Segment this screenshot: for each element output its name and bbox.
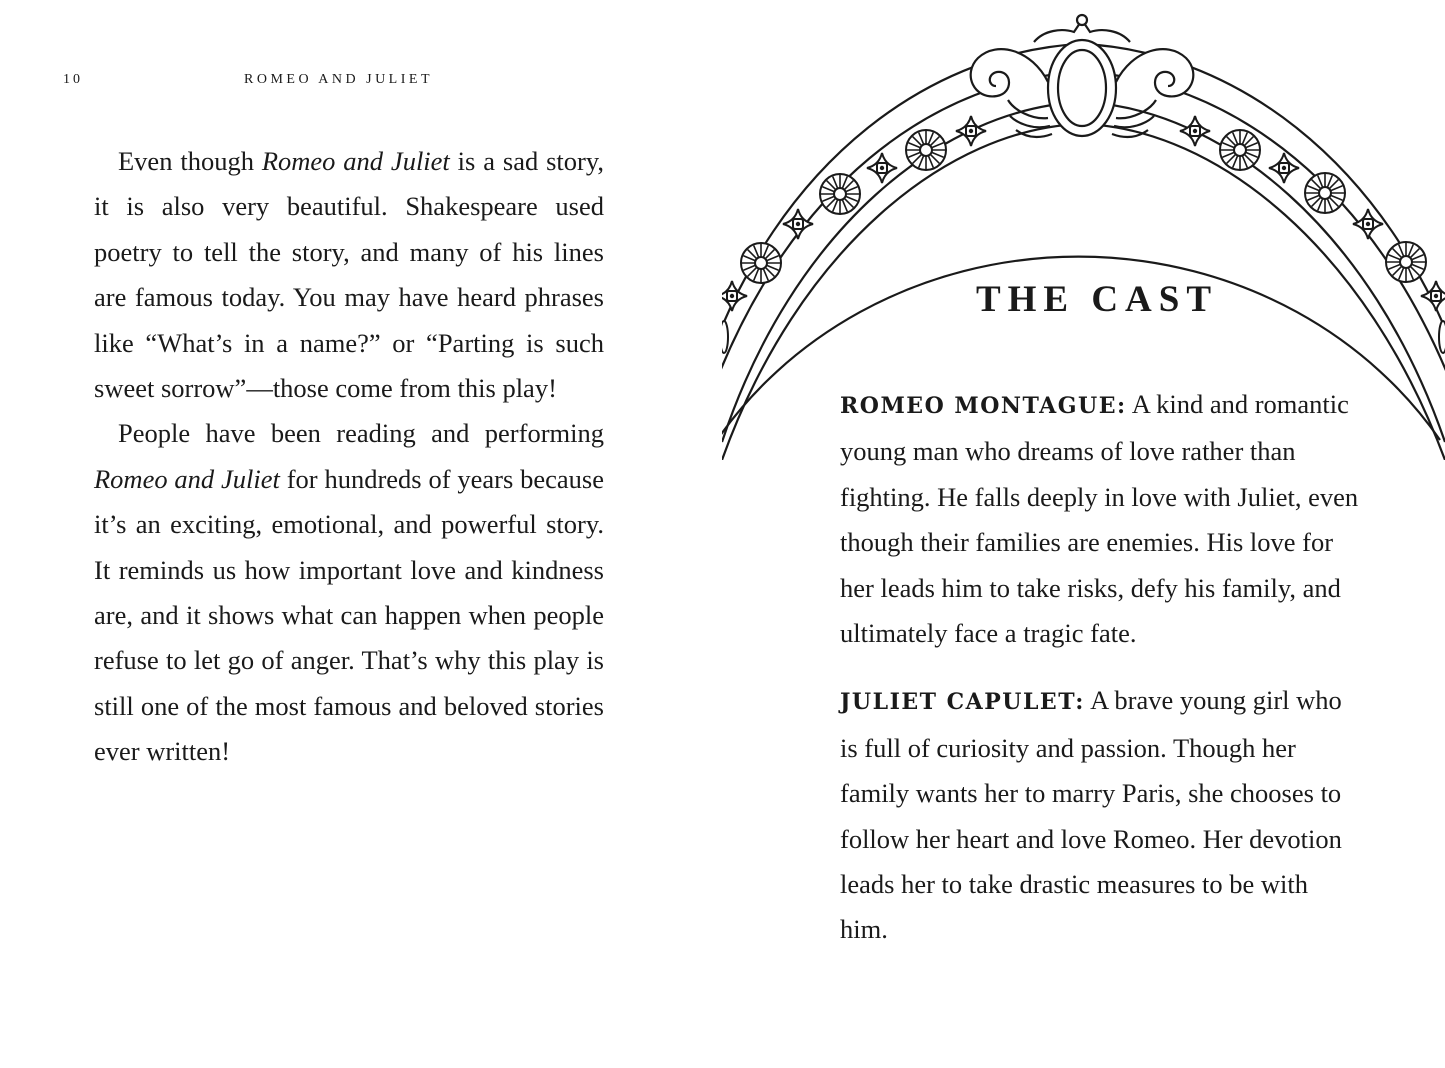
rosettes-left bbox=[741, 130, 946, 283]
cast-description: A kind and romantic young man who dreams of love rather than fighting. He falls deeply in love with Juliet, even though their families are enemies. His love for her leads him to take risks, defy his family, and ultimately face a tragic fate. bbox=[840, 389, 1359, 649]
play-title-italic: Romeo and Juliet bbox=[94, 463, 280, 494]
paragraph-text: is a sad story, it is also very beautiful. Shakespeare used poetry to tell the story, and many of his lines are famous today. You may have heard phrases like “What’s in a name?” or “Parting is such sweet sorrow”—those come from this play! bbox=[94, 146, 604, 404]
paragraph-text: for hundreds of years because it’s an exciting, emotional, and powerful story. It reminds us how important love and kindness are, and it shows what can happen when people refuse to let go of anger. That’s why this play is still one of the most famous and beloved stories ever written! bbox=[94, 463, 604, 767]
cast-entry-romeo bbox=[840, 382, 1360, 656]
cast-name: ROMEO MONTAGUE: bbox=[840, 393, 1127, 419]
paragraph-1 bbox=[94, 139, 604, 411]
right-page bbox=[722, 0, 1445, 1068]
cast-description: A brave young girl who is full of curiosity and passion. Though her family wants her to marry Paris, she chooses to follow her heart and love Romeo. Her devotion leads her to take drastic measures to be with him. bbox=[840, 685, 1342, 945]
crest-ornament bbox=[971, 15, 1194, 137]
rosettes-right bbox=[1220, 130, 1426, 282]
cast-entry-juliet bbox=[840, 678, 1360, 952]
body-text bbox=[94, 139, 604, 775]
paragraph-2 bbox=[94, 411, 604, 774]
cast-list bbox=[840, 382, 1360, 975]
paragraph-text: Even though bbox=[118, 146, 262, 176]
cast-heading: THE CAST bbox=[975, 279, 1219, 320]
cast-name: JULIET CAPULET: bbox=[840, 689, 1085, 716]
page-number: 10 bbox=[63, 72, 83, 87]
play-title-italic: Romeo and Juliet bbox=[261, 146, 450, 176]
running-head: ROMEO AND JULIET bbox=[244, 72, 433, 87]
paragraph-text: People have been reading and performing bbox=[118, 418, 604, 449]
left-page bbox=[0, 0, 722, 1068]
